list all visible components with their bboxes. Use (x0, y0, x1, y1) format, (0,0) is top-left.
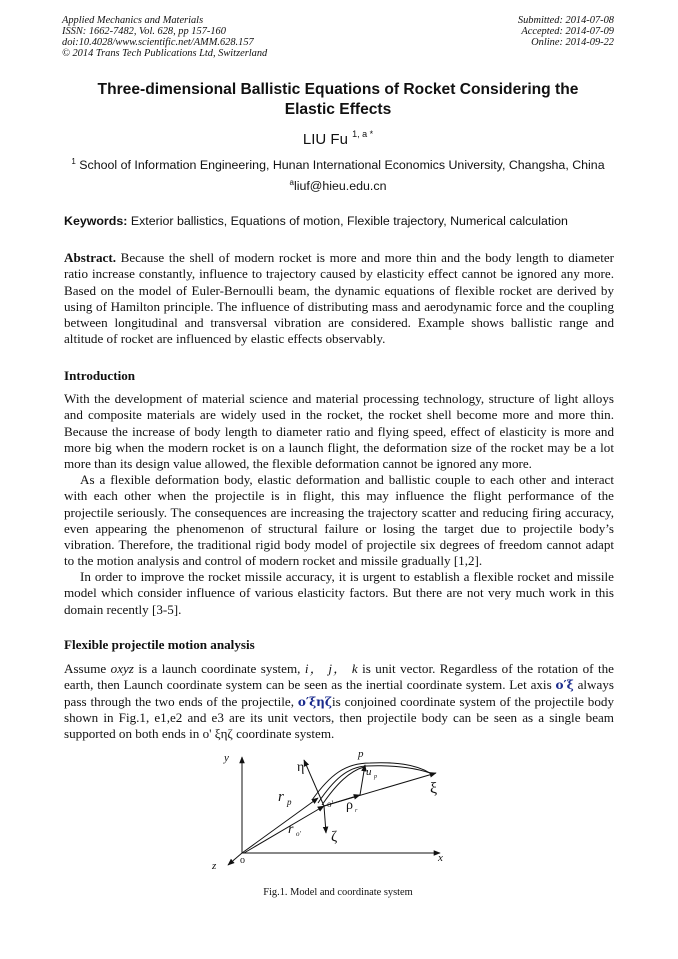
text-fragment: always pass through the two ends of the projectile, (64, 677, 614, 709)
author-name: LIU Fu (302, 131, 348, 148)
figure-model-coordinate-system (200, 745, 460, 880)
introduction-heading: Introduction (64, 368, 136, 383)
oxyz-symbol: oxyz (110, 661, 134, 676)
submitted-date: Submitted: 2014-07-08 (517, 15, 614, 26)
abstract-text: Because the shell of modern rocket is more and more thin and the body length to diameter ratio increase constantly, influence to trajectory caused by elasticity effect cannot be ignored any more. Based on the model of Euler-Bernoulli beam, the dynamic equations of flexible rocket are derived by using of Hamilton principle. The influence of distributing mass and aerodynamic force and the coupling between longitudinal and transversal vibration are considered. Example shows ballistic range and altitude of rocket are influenced by elastic effects observably. (64, 250, 614, 347)
label-xi: ξ (430, 780, 438, 797)
label-x: x (438, 852, 443, 864)
figure-caption: Fig.1. Model and coordinate system (263, 887, 413, 898)
paper-title (62, 80, 614, 120)
journal-name: Applied Mechanics and Materials (62, 15, 204, 26)
author (62, 129, 614, 148)
keywords (64, 214, 568, 228)
text-fragment: is unit vector. Regardless of the rotation of the earth, then Launch coordinate system can be seen as the inertial coordinate system. Let axis (64, 661, 614, 693)
affiliation-text: School of Information Engineering, Hunan International Economics University, Changsha, China (79, 158, 605, 172)
label-o-prime: o' (327, 799, 334, 809)
zeta-axis (324, 806, 326, 833)
motion-section-heading: Flexible projectile motion analysis (64, 637, 255, 652)
label-eta: η (297, 760, 305, 775)
submission-dates (518, 15, 614, 48)
email-sup: a (289, 178, 294, 187)
abstract-label: Abstract. (64, 250, 116, 265)
label-r-o: r (288, 822, 294, 837)
copyright-line: © 2014 Trans Tech Publications Ltd, Switzerland (62, 48, 268, 59)
intro-paragraph-2: As a flexible deformation body, elastic deformation and ballistic couple to each other and interact with each other when the projectile is in flight, this may influence the flight performance of the projectile seriously. The consequences are increasing the trajectory scatter and reducing firing accuracy, even appearing the phenomenon of structural failure or losing the target due to projectile body’s vibration. Therefore, the traditional rigid body model of projectile six degrees of freedom cannot adapt to the motion analysis and control of modern rocket and missile gradually [1,2]. (64, 472, 614, 569)
label-r-p: r (278, 789, 284, 805)
intro-paragraph-1: With the development of material science and material processing technology, structure of light alloys and composite materials are widely used in the rocket, the rocket shell become more and more thin. Because the increase of body length to diameter ratio and flying speed, effect of elasticity is more and more big when the modern rocket is on a launch flight, the deformation size of the rocket may be a lot more than its design value allowed, the flexible deformation cannot be ignored any more. (64, 391, 614, 472)
label-rho: ρ (346, 798, 353, 813)
axis-symbol: o′ξ (555, 678, 574, 693)
affiliation (62, 157, 614, 172)
u-p-vector (360, 765, 365, 795)
keywords-label: Keywords: (64, 214, 128, 228)
ijk-symbol: i， j， k (304, 661, 358, 676)
label-p: p (358, 748, 364, 760)
author-email (62, 178, 614, 193)
label-r-o-sub: o' (296, 830, 301, 838)
email-text[interactable]: liuf@hieu.edu.cn (293, 179, 387, 193)
keywords-text: Exterior ballistics, Equations of motion, Flexible trajectory, Numerical calculation (130, 214, 568, 228)
author-sup: 1, a * (352, 129, 374, 139)
text-fragment: Assume (64, 661, 107, 676)
r-p-vector (242, 798, 318, 853)
title-line-2: Elastic Effects (284, 101, 392, 118)
r-o-vector (244, 806, 324, 853)
label-u-p: u (366, 766, 372, 778)
label-rho-sub: r (355, 808, 358, 814)
motion-paragraph (64, 661, 614, 742)
online-date: Online: 2014-09-22 (531, 37, 614, 48)
label-y: y (224, 752, 229, 764)
label-r-p-sub: p (287, 797, 292, 807)
accepted-date: Accepted: 2014-07-09 (521, 26, 614, 37)
label-u-p-sub: p (374, 774, 377, 780)
text-fragment: is conjoined coordinate system of the projectile body shown in Fig.1, e1,e2 and e3 are its unit vectors, then projectile body can be seen as a single beam supported on both ends in o' ξηζ coordinate system. (64, 693, 614, 742)
abstract (64, 250, 614, 348)
issn-line: ISSN: 1662-7482, Vol. 628, pp 157-160 (62, 26, 226, 37)
rocket-body-curve-inner (318, 766, 430, 803)
text-fragment: is a launch coordinate system, (138, 661, 301, 676)
coordinate-system-symbol: o′ξηζ (297, 694, 333, 709)
label-z: z (212, 860, 217, 872)
journal-info (62, 15, 267, 59)
affiliation-sup: 1 (71, 157, 76, 166)
title-line-1: Three-dimensional Ballistic Equations of Rocket Considering the (97, 81, 579, 98)
doi-line: doi:10.4028/www.scientific.net/AMM.628.157 (62, 37, 254, 48)
intro-paragraph-3: In order to improve the rocket missile accuracy, it is urgent to establish a flexible rocket and missile model which consider influence of various elasticity factors. But there are not very much work in this domain recently [3-5]. (64, 569, 614, 617)
label-o: o (240, 855, 245, 866)
label-zeta: ζ (331, 829, 338, 845)
